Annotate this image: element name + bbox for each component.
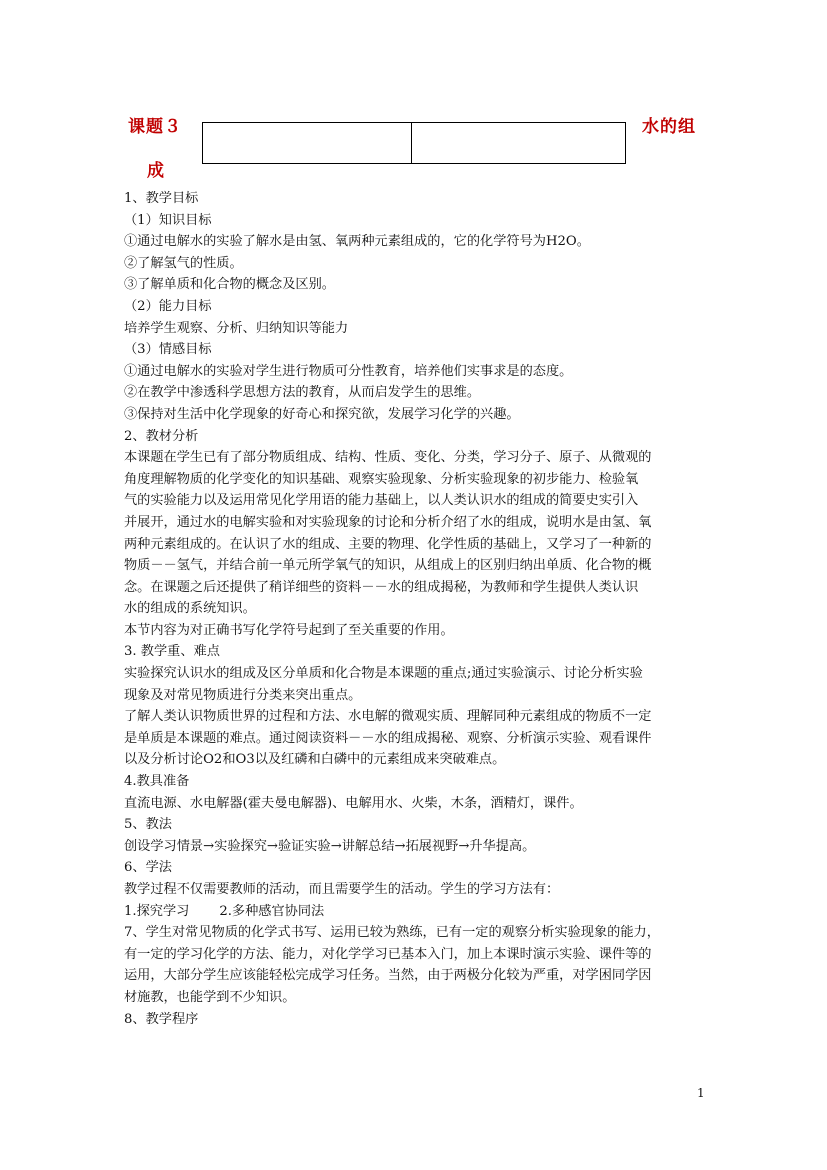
text-line: 1、教学目标 — [124, 191, 199, 206]
document-body — [124, 188, 704, 1030]
text-line: 7、学生对常见物质的化学式书写、运用已较为熟练，已有一定的观察分析实验现象的能力， — [124, 925, 660, 941]
text-line — [124, 901, 704, 923]
lesson-title-wrap: 成 — [147, 161, 164, 181]
lesson-title-prefix: 课题３ — [128, 117, 182, 137]
text-line: ③保持对生活中化学现象的好奇心和探究欲，发展学习化学的兴趣。 — [124, 406, 520, 422]
text-line: 材施教，也能学到不少知识。 — [124, 989, 296, 1005]
text-line: 念。在课题之后还提供了稍详细些的资料－－水的组成揭秘，为教师和学生提供人类认识 — [124, 579, 639, 595]
text-line: 教学过程不仅需要教师的活动，而且需要学生的活动。学生的学习方法有： — [124, 882, 560, 897]
header-table — [202, 122, 626, 164]
text-line: 物质－－氢气，并结合前一单元所学氧气的知识，从组成上的区别归纳出单质、化合物的概 — [124, 558, 652, 574]
text-line: 本节内容为对正确书写化学符号起到了至关重要的作用。 — [124, 622, 454, 638]
text-line: 实验探究认识水的组成及区分单质和化合物是本课题的重点;通过实验演示、讨论分析实验 — [124, 666, 643, 682]
text-line: 并展开，通过水的电解实验和对实验现象的讨论和分析介绍了水的组成，说明水是由氢、氧 — [124, 514, 652, 530]
text-line: （3）情感目标 — [124, 342, 212, 358]
header-cell-1 — [203, 123, 412, 164]
text-line: 2、教材分析 — [124, 428, 199, 444]
text-line: 运用，大部分学生应该能轻松完成学习任务。当然，由于两极分化较为严重，对学困同学因 — [124, 968, 652, 984]
text-line: 5、教法 — [124, 817, 172, 833]
text-line: （2）能力目标 — [124, 298, 212, 314]
text-line: 创设学习情景→实验探究→验证实验→讲解总结→拓展视野→升华提高。 — [124, 838, 536, 854]
text-line: 两种元素组成的。在认识了水的组成、主要的物理、化学性质的基础上，又学习了一种新的 — [124, 536, 652, 552]
text-line: 现象及对常见物质进行分类来突出重点。 — [124, 687, 362, 703]
text-line: 培养学生观察、分析、归纳知识等能力 — [124, 320, 349, 336]
text-line: ①通过电解水的实验对学生进行物质可分性教育，培养他们实事求是的态度。 — [124, 363, 573, 379]
text-line: 有一定的学习化学的方法、能力，对化学学习已基本入门，加上本课时演示实验、课件等的 — [124, 946, 652, 962]
text-line: 水的组成的系统知识。 — [124, 601, 256, 617]
text-line: 以及分析讨论O2和O3以及红磷和白磷中的元素组成来突破难点。 — [124, 752, 506, 768]
text-line: ②在教学中渗透科学思想方法的教育，从而启发学生的思维。 — [124, 385, 481, 401]
text-line: ③了解单质和化合物的概念及区别。 — [124, 277, 335, 293]
page-number: 1 — [697, 1086, 705, 1100]
text-line: 是单质是本课题的难点。通过阅读资料－－水的组成揭秘、观察、分析演示实验、观看课件 — [124, 730, 652, 746]
text-line: ②了解氢气的性质。 — [124, 255, 243, 271]
text-line: 角度理解物质的化学变化的知识基础、观察实验现象、分析实验现象的初步能力、检验氧 — [124, 471, 639, 487]
text-line: ①通过电解水的实验了解水是由氢、氧两种元素组成的，它的化学符号为H2O。 — [124, 234, 590, 250]
text-line: （1）知识目标 — [124, 212, 212, 228]
text-line: 4.教具准备 — [124, 774, 190, 790]
text-line: 本课题在学生已有了部分物质组成、结构、性质、变化、分类，学习分子、原子、从微观的 — [124, 450, 652, 466]
text-line: 气的实验能力以及运用常见化学用语的能力基础上，以人类认识水的组成的简要史实引入 — [124, 493, 639, 509]
text-line: 8、教学程序 — [124, 1011, 199, 1027]
text-line: 3. 教学重、难点 — [124, 644, 220, 660]
header-cell-2 — [412, 123, 626, 164]
method-item-1: 1.探究学习 — [124, 903, 190, 919]
lesson-title-suffix: 水的组 — [642, 117, 696, 137]
method-item-2: 2.多种感官协同法 — [219, 903, 325, 919]
text-line: 直流电源、水电解器(霍夫曼电解器)、电解用水、火柴，木条，酒精灯，课件。 — [124, 795, 583, 811]
text-line: 6、学法 — [124, 860, 172, 876]
text-line: 了解人类认识物质世界的过程和方法、水电解的微观实质、理解同种元素组成的物质不一定 — [124, 709, 652, 725]
